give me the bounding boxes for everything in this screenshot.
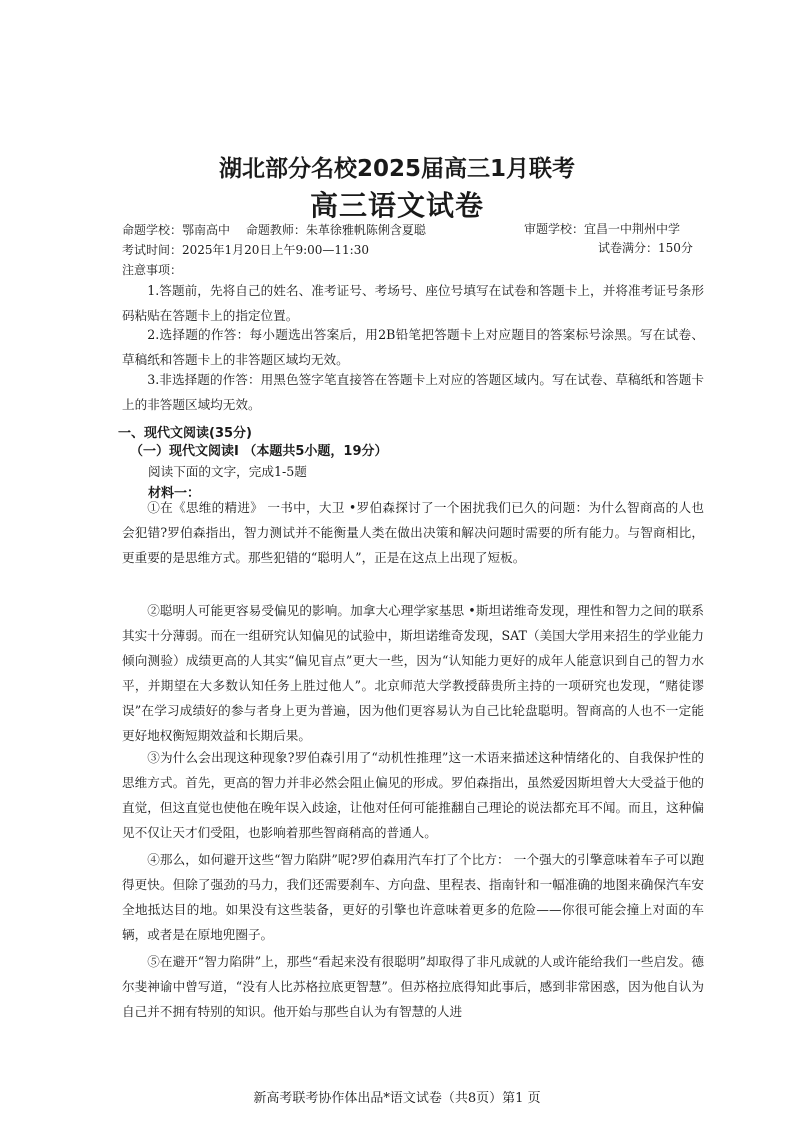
exam-time: 考试时间：2025年1月20日上午9:00—11:30 bbox=[122, 243, 369, 257]
body-paragraph: ③为什么会出现这种现象?罗伯森引用了“动机性推理”这一术语来描述这种情绪化的、自我保护性的思维方式。首先，更高的智力并非必然会阻止偏见的形成。罗伯森指出，虽然爱因斯坦曾大大受益于他的直觉，但这直觉也使他在晚年误入歧途，让他对任何可能推翻自己理论的说法都充耳不闻。而且，这种偏见不仅让天才们受阻，也影响着那些智商稍高的普通人。 bbox=[122, 750, 704, 840]
paper-title: 高三语文试卷 bbox=[309, 189, 484, 222]
section-title: 一、现代文阅读(35分) bbox=[118, 426, 252, 441]
reviewer-info: 审题学校：宜昌一中荆州中学 bbox=[524, 222, 681, 236]
full-score: 试卷满分：150分 bbox=[598, 241, 693, 255]
notice-item: 1.答题前，先将自己的姓名、准考证号、考场号、座位号填写在试卷和答题卡上，并将准考证号条形码粘贴在答题卡上的指定位置。 bbox=[122, 283, 704, 323]
body-paragraph: ②聪明人可能更容易受偏见的影响。加拿大心理学家基思 •斯坦诺维奇发现，理性和智力之间的联系其实十分薄弱。而在一组研究认知偏见的试验中，斯坦诺维奇发现，SAT（美国大学用来招生的学业能力倾向测验）成绩更高的人其实“偏见盲点”更大一些，因为“认知能力更好的成年人能意识到自己的智力水平，并期望在大多数认知任务上胜过他人”。北京师范大学教授薛贵所主持的一项研究也发现，“赌徒谬误”在学习成绩好的参与者身上更为普遍，因为他们更容易认为自己比轮盘聪明。智商高的人也不一定能更好地权衡短期效益和长期后果。 bbox=[122, 603, 704, 743]
notice-item: 2.选择题的作答：每小题选出答案后，用2B铅笔把答题卡上对应题目的答案标号涂黑。写在试卷、草稿纸和答题卡上的非答题区域均无效。 bbox=[122, 327, 704, 367]
body-paragraph: ⑤在避开“智力陷阱”上，那些“看起来没有很聪明”却取得了非凡成就的人或许能给我们一些启发。德尔斐神谕中曾写道，“没有人比苏格拉底更智慧”。但苏格拉底得知此事后，感到非常困惑，因为他自认为自己并不拥有特别的知识。他开始与那些自认为有智慧的人进 bbox=[122, 954, 704, 1019]
body-paragraph: ①在《思维的精进》 一书中，大卫 •罗伯森探讨了一个困扰我们已久的问题：为什么智商高的人也会犯错?罗伯森指出，智力测试并不能衡量人类在做出决策和解决问题时需要的所有能力。与智商相比，更重要的是思维方式。那些犯错的“聪明人”，正是在这点上出现了短板。 bbox=[122, 500, 704, 565]
exam-title: 湖北部分名校2025届高三1月联考 bbox=[218, 156, 576, 182]
notice-item: 3.非选择题的作答：用黑色签字笔直接答在答题卡上对应的答题区域内。写在试卷、草稿纸和答题卡上的非答题区域均无效。 bbox=[122, 372, 704, 412]
reading-instruction: 阅读下面的文字，完成1-5题 bbox=[148, 464, 307, 479]
subsection-title: （一）现代文阅读Ⅰ （本题共5小题，19分） bbox=[130, 444, 388, 459]
page-footer: 新高考联考协作体出品*语文试卷（共8页）第1 页 bbox=[253, 1091, 541, 1106]
setter-info: 命题学校：鄂南高中 命题教师：朱革徐雅帆陈俐含夏聪 bbox=[122, 223, 426, 237]
material-label: 材料一： bbox=[148, 486, 201, 501]
body-paragraph: ④那么，如何避开这些“智力陷阱”呢?罗伯森用汽车打了个比方： 一个强大的引擎意味着车子可以跑得更快。但除了强劲的马力，我们还需要刹车、方向盘、里程表、指南针和一幅准确的地图来确保汽车安全地抵达目的地。如果没有这些装备，更好的引擎也许意味着更多的危险——你很可能会撞上对面的车辆，或者是在原地兜圈子。 bbox=[122, 852, 704, 942]
notice-label: 注意事项： bbox=[122, 263, 183, 277]
